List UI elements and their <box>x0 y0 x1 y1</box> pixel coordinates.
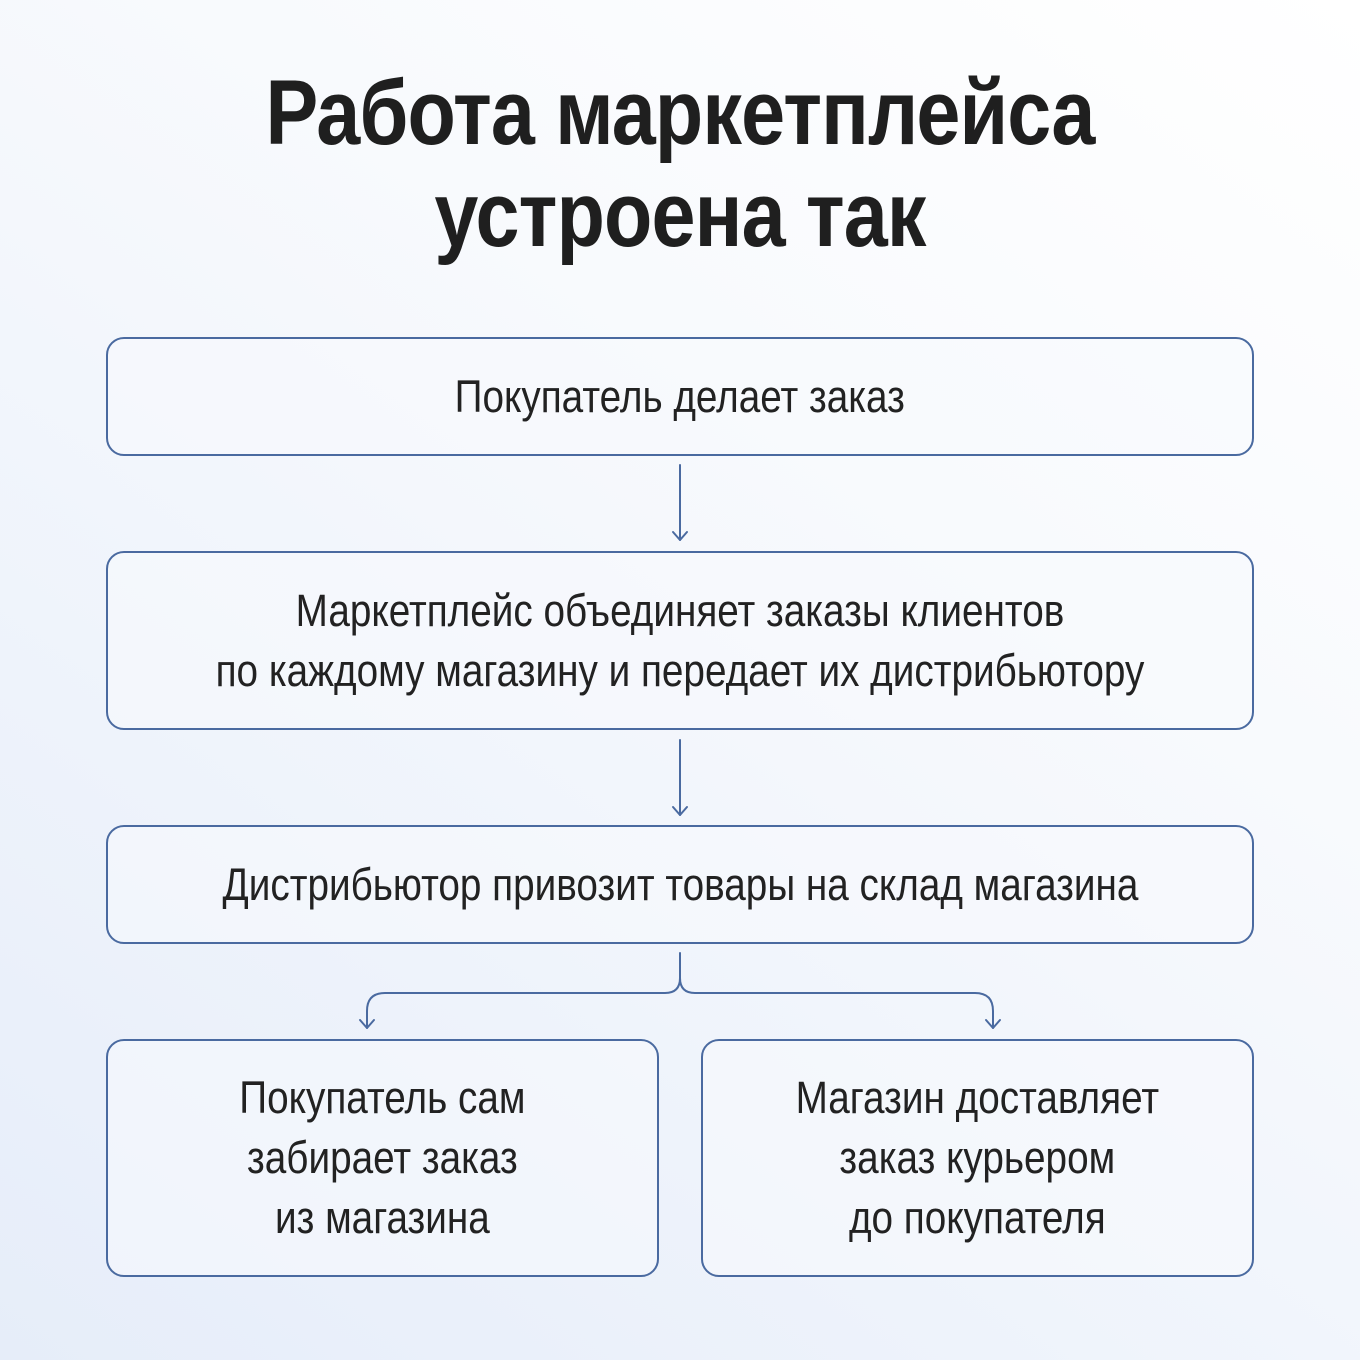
branch-arrow-icon <box>360 953 1000 1028</box>
step-text-line: Дистрибьютор привозит товары на склад магазина <box>222 858 1138 910</box>
step-text-line: Магазин доставляет <box>795 1072 1160 1123</box>
title-line-1: Работа маркетплейса <box>265 62 1095 164</box>
step-text-line: забирает заказ <box>247 1132 518 1183</box>
step-text-line: по каждому магазину и передает их дистрибьютору <box>215 644 1145 696</box>
step-text-line: до покупателя <box>849 1192 1106 1243</box>
arrow-down-icon <box>673 740 687 815</box>
step-text-line: Маркетплейс объединяет заказы клиентов <box>295 584 1065 636</box>
step-text-line: из магазина <box>275 1192 490 1243</box>
step-text-line: заказ курьером <box>839 1132 1116 1183</box>
arrow-down-icon <box>673 465 687 540</box>
title-line-2: устроена так <box>434 164 926 266</box>
step-text-line: Покупатель делает заказ <box>454 370 906 422</box>
step-text-line: Покупатель сам <box>239 1072 526 1123</box>
